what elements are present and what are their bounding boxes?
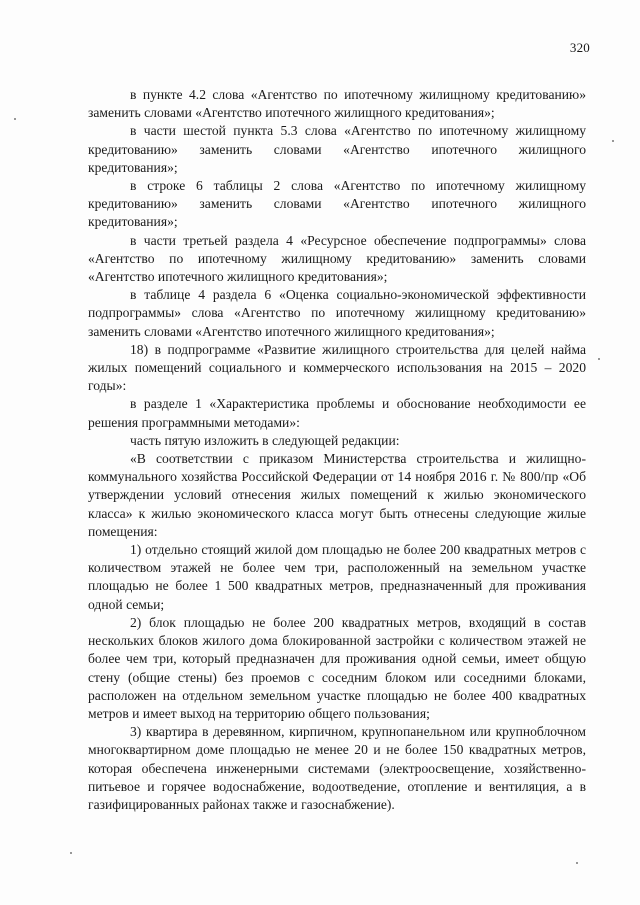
paragraph-item-4-2: в пункте 4.2 слова «Агентство по ипотечному жилищному кредитованию» заменить словами «Агентство ипотечного жилищного кредитования»; [88, 87, 586, 121]
document-body [88, 86, 586, 814]
paragraph-item-5-3: в части шестой пункта 5.3 слова «Агентство по ипотечному жилищному кредитованию» заменить словами «Агентство ипотечного жилищного кредитования»; [88, 123, 586, 175]
paragraph-list-item-2: 2) блок площадью не более 200 квадратных метров, входящий в состав нескольких блоков жилого дома блокированной застройки с количеством этажей не более чем три, который предназначен для проживания одной семьи, имеет общую стену (общие стены) без проемов с соседним блоком или соседними блоками, расположен на отдельном земельном участке площадью не более 400 квадратных метров и имеет выход на территорию общего пользования; [88, 614, 586, 721]
scan-speck [598, 358, 600, 360]
paragraph-list-item-1: 1) отдельно стоящий жилой дом площадью не более 200 квадратных метров с количеством этажей не более чем три, расположенный на земельном участке площадью не более 1 500 квадратных метров, предназначенный для проживания одной семьи; [88, 542, 586, 612]
paragraph-table-4-section-6: в таблице 4 раздела 6 «Оценка социально-экономической эффективности подпрограммы» слова «Агентство по ипотечному жилищному кредитованию» заменить словами «Агентство ипотечного жилищного кредитования»; [88, 287, 586, 339]
paragraph-list-item-3: 3) квартира в деревянном, кирпичном, крупнопанельном или крупноблочном многоквартирном доме площадью не менее 20 и не более 150 квадратных метров, которая обеспечена инженерными системами (электроосвещение, хозяйственно-питьевое и горячее водоснабжение, водоотведение, отопление и вентиляция, а в газифицированных районах также и газоснабжение). [88, 724, 586, 812]
paragraph-section-1: в разделе 1 «Характеристика проблемы и обоснование необходимости ее решения программными методами»: [88, 396, 586, 430]
paragraph-new-wording-intro: часть пятую изложить в следующей редакции: [130, 432, 400, 448]
scan-speck [14, 118, 16, 120]
page-number: 320 [569, 40, 590, 55]
scan-speck [576, 862, 578, 864]
paragraph-section-4: в части третьей раздела 4 «Ресурсное обеспечение подпрограммы» слова «Агентство по ипотечному жилищному кредитованию» заменить словами «Агентство ипотечного жилищного кредитования»; [88, 232, 586, 285]
scan-speck [612, 140, 614, 142]
paragraph-quoted-order: «В соответствии с приказом Министерства строительства и жилищно-коммунального хозяйства Российской Федерации от 14 ноября 2016 г. № 800/пр «Об утверждении условий отнесения жилых помещений к жилью экономического класса» к жилью экономического класса могут быть отнесены следующие жилые помещения: [88, 451, 586, 539]
scan-speck [70, 852, 72, 854]
paragraph-table-2-row-6: в строке 6 таблицы 2 слова «Агентство по ипотечному жилищному кредитованию» заменить словами «Агентство ипотечного жилищного кредитования»; [88, 178, 586, 230]
paragraph-subprogram-18: 18) в подпрограмме «Развитие жилищного строительства для целей найма жилых помещений социального и коммерческого использования на 2015 – 2020 годы»: [88, 341, 586, 394]
